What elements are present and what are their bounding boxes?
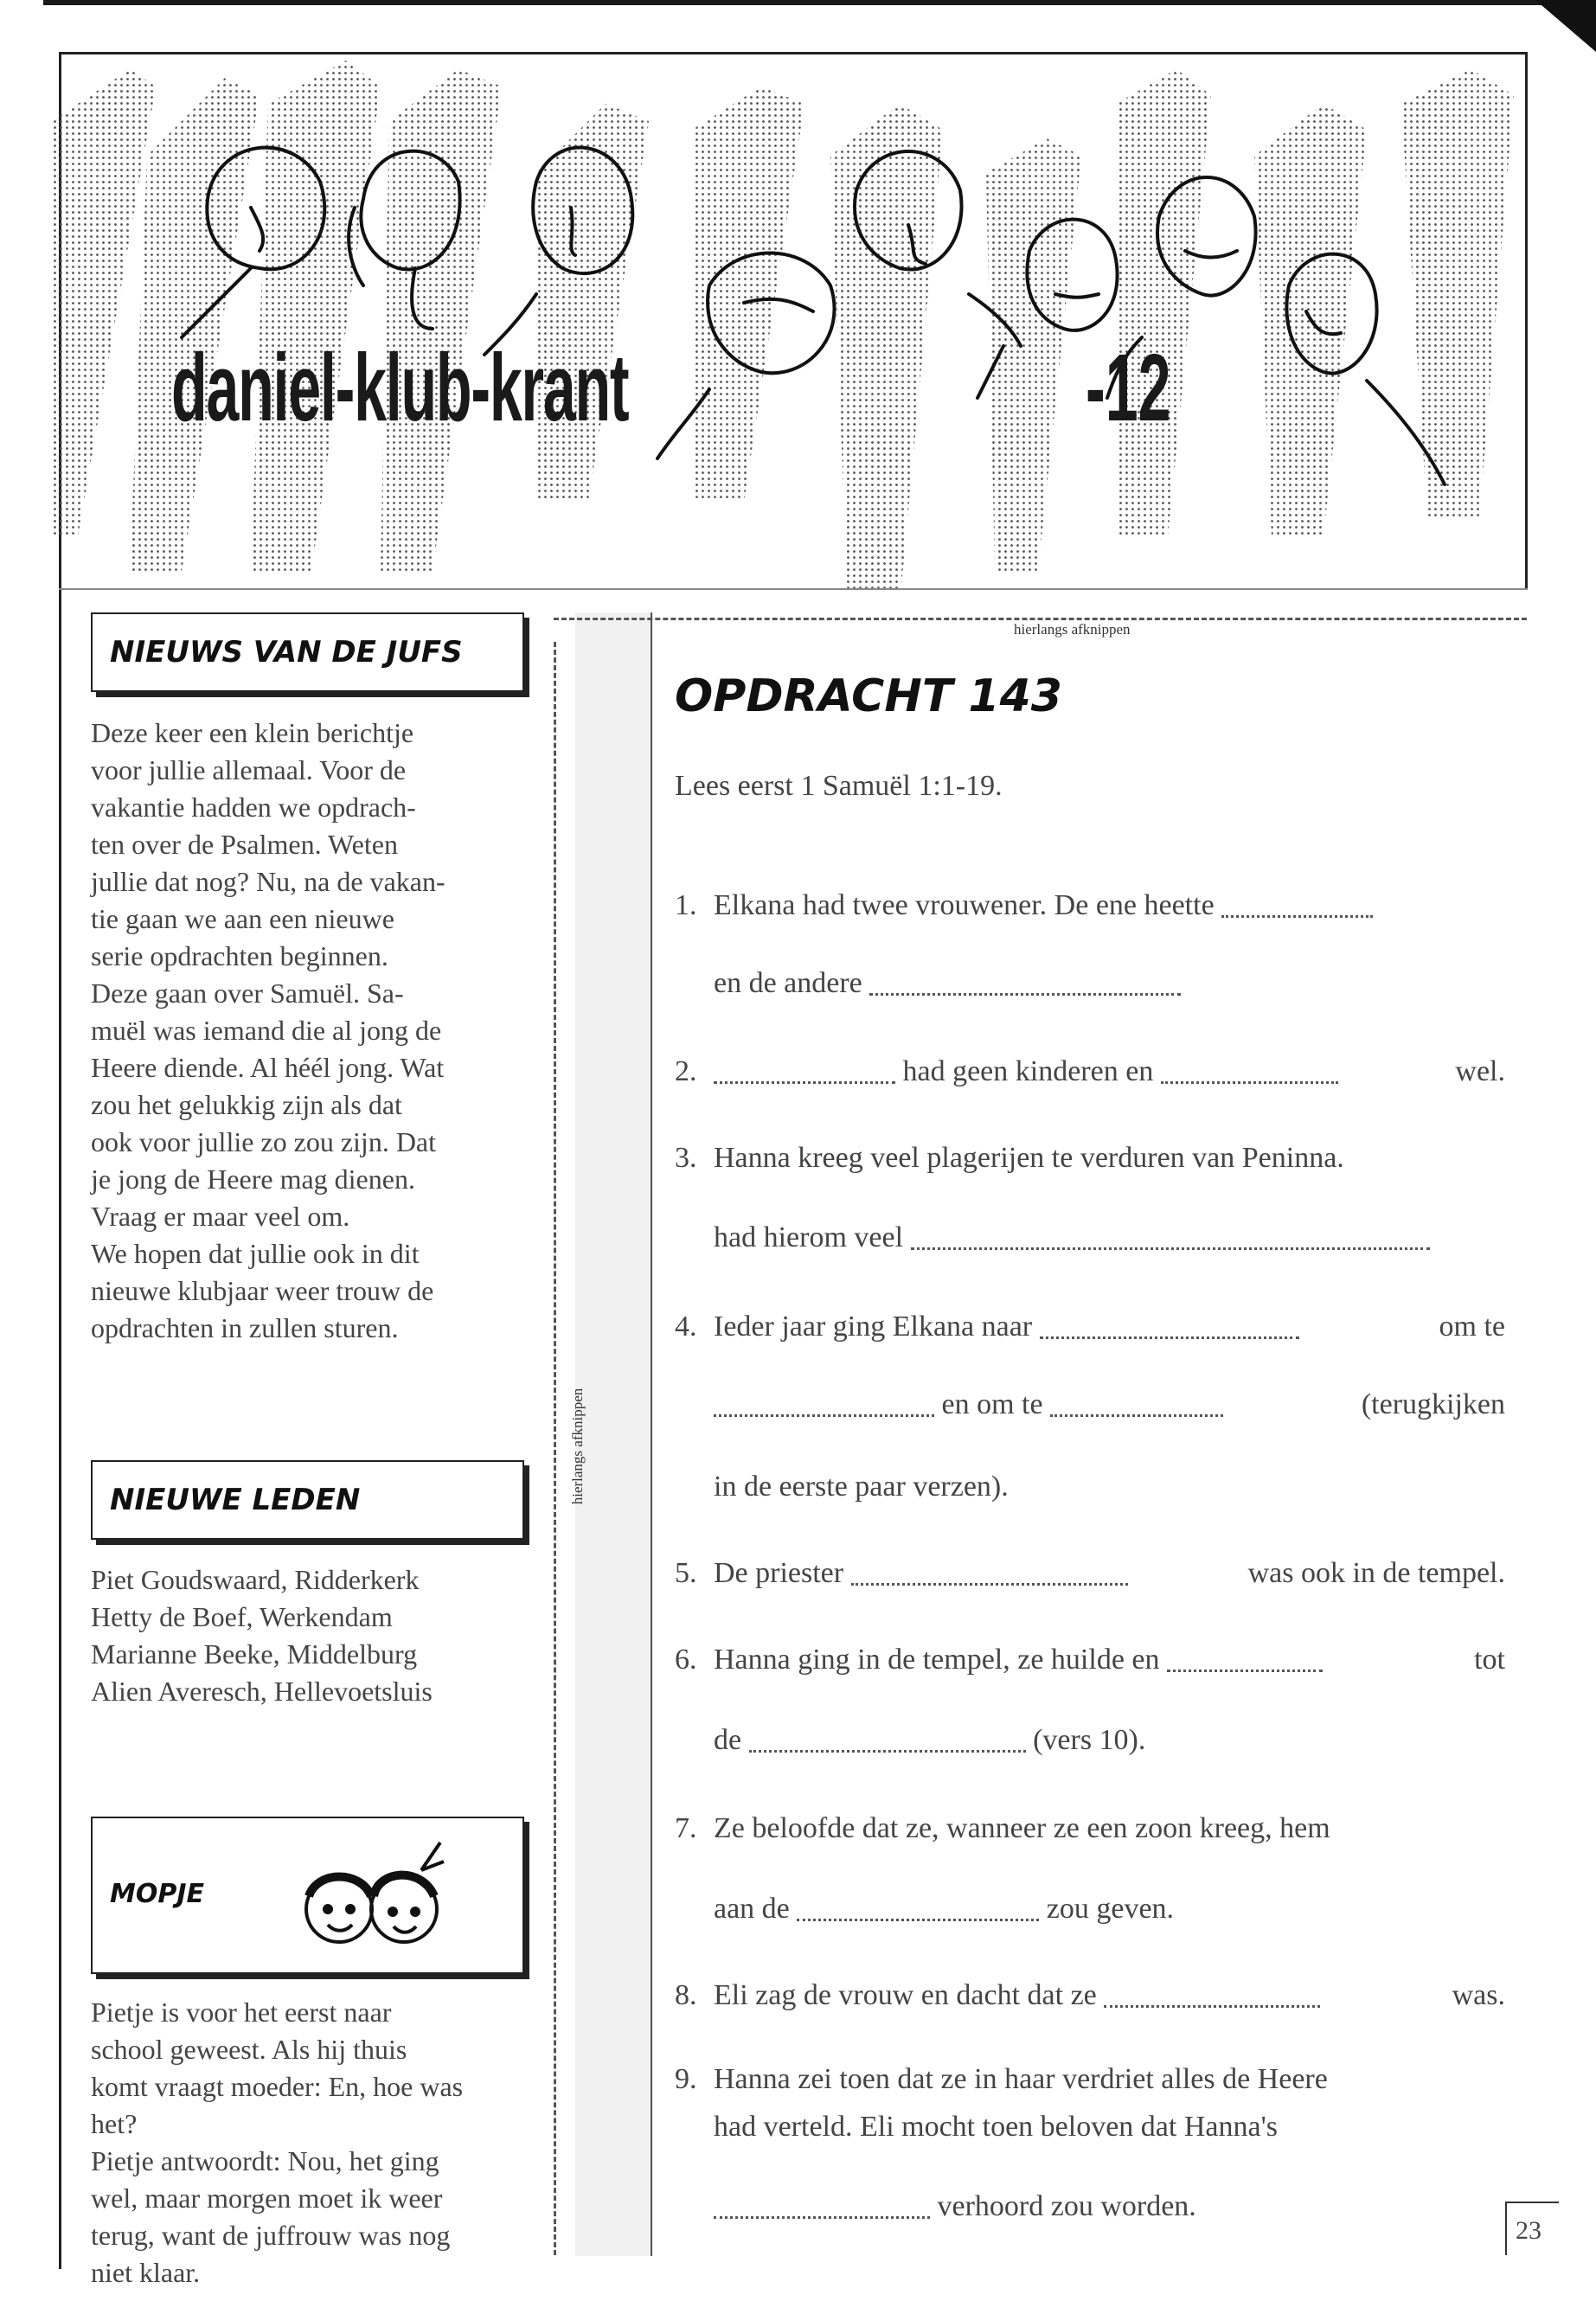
news-heading-box [91, 612, 524, 692]
issue-number: -12 [1086, 335, 1171, 441]
news-line: vakantie hadden we opdrach- [91, 792, 416, 823]
kids-faces-icon [292, 1836, 447, 1957]
joke-line: wel, maar morgen moet ik weer [91, 2182, 443, 2214]
news-line: ten over de Psalmen. Weten [91, 829, 398, 860]
halftone-stripes [52, 61, 1514, 588]
joke-line: niet klaar. [91, 2257, 201, 2288]
answer-blank[interactable] [1040, 1319, 1299, 1339]
question-6-cont: de (vers 10). [714, 1724, 1146, 1756]
question-4-cont2: in de eerste paar verzen). [714, 1471, 1009, 1503]
question-1: 1. Elkana had twee vrouwener. De ene heette [675, 889, 1505, 922]
member-line: Marianne Beeke, Middelburg [91, 1638, 418, 1670]
cut-label-top: hierlangs afknippen [1014, 621, 1131, 638]
joke-box [91, 1817, 524, 1974]
assignment-title: OPDRACHT 143 [675, 670, 1062, 722]
cut-line-left [554, 642, 556, 2255]
members-heading-box [91, 1460, 524, 1540]
news-text [91, 715, 519, 1347]
news-line: Vraag er maar veel om. [91, 1201, 350, 1232]
answer-blank[interactable] [1050, 1397, 1223, 1417]
question-9: 9. Hanna zei toen dat ze in haar verdriet alles de Heere [675, 2063, 1328, 2095]
answer-blank[interactable] [714, 1064, 895, 1084]
question-9-cont: had verteld. Eli mocht toen beloven dat Hanna's [714, 2111, 1278, 2143]
news-line: We hopen dat jullie ook in dit [91, 1238, 420, 1269]
answer-blank[interactable] [797, 1901, 1039, 1921]
joke-line: terug, want de juffrouw was nog [91, 2220, 451, 2251]
answer-blank[interactable] [1161, 1064, 1338, 1084]
member-line: Hetty de Boef, Werkendam [91, 1601, 393, 1632]
news-line: voor jullie allemaal. Voor de [91, 754, 407, 785]
joke-line: Pietje antwoordt: Nou, het ging [91, 2145, 439, 2176]
header-divider [59, 588, 1528, 590]
question-4: 4. Ieder jaar ging Elkana naar om te [675, 1311, 1505, 1343]
question-2: 2. had geen kinderen en wel. [675, 1055, 1505, 1087]
question-3-cont: had hierom veel [714, 1221, 1430, 1254]
news-line: serie opdrachten beginnen. [91, 940, 388, 971]
answer-blank[interactable] [1104, 1988, 1320, 2008]
joke-line: school geweest. Als hij thuis [91, 2034, 407, 2065]
question-8: 8. Eli zag de vrouw en dacht dat ze was. [675, 1979, 1505, 2011]
news-line: Deze keer een klein berichtje [91, 717, 414, 748]
news-heading: NIEUWS VAN DE JUFS [110, 635, 463, 670]
joke-heading: MOPJE [110, 1879, 204, 1909]
cut-line-top [554, 618, 1527, 620]
news-line: muël was iemand die al jong de [91, 1015, 442, 1046]
news-line: ook voor jullie zo zou zijn. Dat [91, 1126, 437, 1157]
cut-strip [575, 612, 653, 2256]
corner-mark [1535, 0, 1596, 52]
news-line: nieuwe klubjaar weer trouw de [91, 1275, 434, 1306]
answer-blank[interactable] [714, 1397, 934, 1417]
joke-line: Pietje is voor het eerst naar [91, 1997, 392, 2028]
question-1-cont: en de andere [714, 967, 1181, 1000]
answer-blank[interactable] [869, 976, 1181, 996]
news-line: je jong de Heere mag dienen. [91, 1163, 415, 1195]
question-4-cont: en om te (terugkijken [714, 1388, 1505, 1421]
news-line: jullie dat nog? Nu, na de vakan- [91, 866, 445, 897]
member-line: Alien Averesch, Hellevoetsluis [91, 1676, 433, 1707]
answer-blank[interactable] [714, 2199, 930, 2219]
question-7: 7. Ze beloofde dat ze, wanneer ze een zoon kreeg, hem [675, 1812, 1330, 1844]
question-3: 3. Hanna kreeg veel plagerijen te verduren van Peninna. [675, 1142, 1344, 1174]
members-heading: NIEUWE LEDEN [110, 1483, 361, 1517]
answer-blank[interactable] [911, 1230, 1430, 1250]
joke-text [91, 1994, 519, 2291]
cut-line-right [651, 612, 652, 2256]
answer-blank[interactable] [1167, 1652, 1323, 1672]
intro-text: Lees eerst 1 Samuël 1:1-19. [675, 770, 1003, 802]
header-illustration [52, 52, 1540, 588]
news-line: tie gaan we aan een nieuwe [91, 903, 394, 934]
answer-blank[interactable] [851, 1566, 1128, 1586]
cut-label-vertical: hierlangs afknippen [569, 1388, 586, 1505]
top-rule [43, 0, 1553, 5]
answer-blank[interactable] [1221, 898, 1373, 918]
answer-blank[interactable] [749, 1733, 1026, 1753]
joke-line: komt vraagt moeder: En, hoe was [91, 2071, 464, 2102]
masthead-title: daniel-klub-krant [171, 335, 629, 441]
question-9-cont2: verhoord zou worden. [714, 2190, 1196, 2223]
page-number: 23 [1516, 2216, 1542, 2245]
members-list [91, 1561, 519, 1710]
news-line: opdrachten in zullen sturen. [91, 1312, 399, 1343]
question-7-cont: aan de zou geven. [714, 1893, 1175, 1925]
news-line: Deze gaan over Samuël. Sa- [91, 977, 404, 1009]
joke-line: het? [91, 2108, 138, 2139]
news-line: Heere diende. Al héél jong. Wat [91, 1052, 445, 1083]
member-line: Piet Goudswaard, Ridderkerk [91, 1564, 420, 1595]
question-6: 6. Hanna ging in de tempel, ze huilde en tot [675, 1644, 1505, 1676]
news-line: zou het gelukkig zijn als dat [91, 1089, 402, 1120]
question-5: 5. De priester was ook in de tempel. [675, 1557, 1505, 1589]
